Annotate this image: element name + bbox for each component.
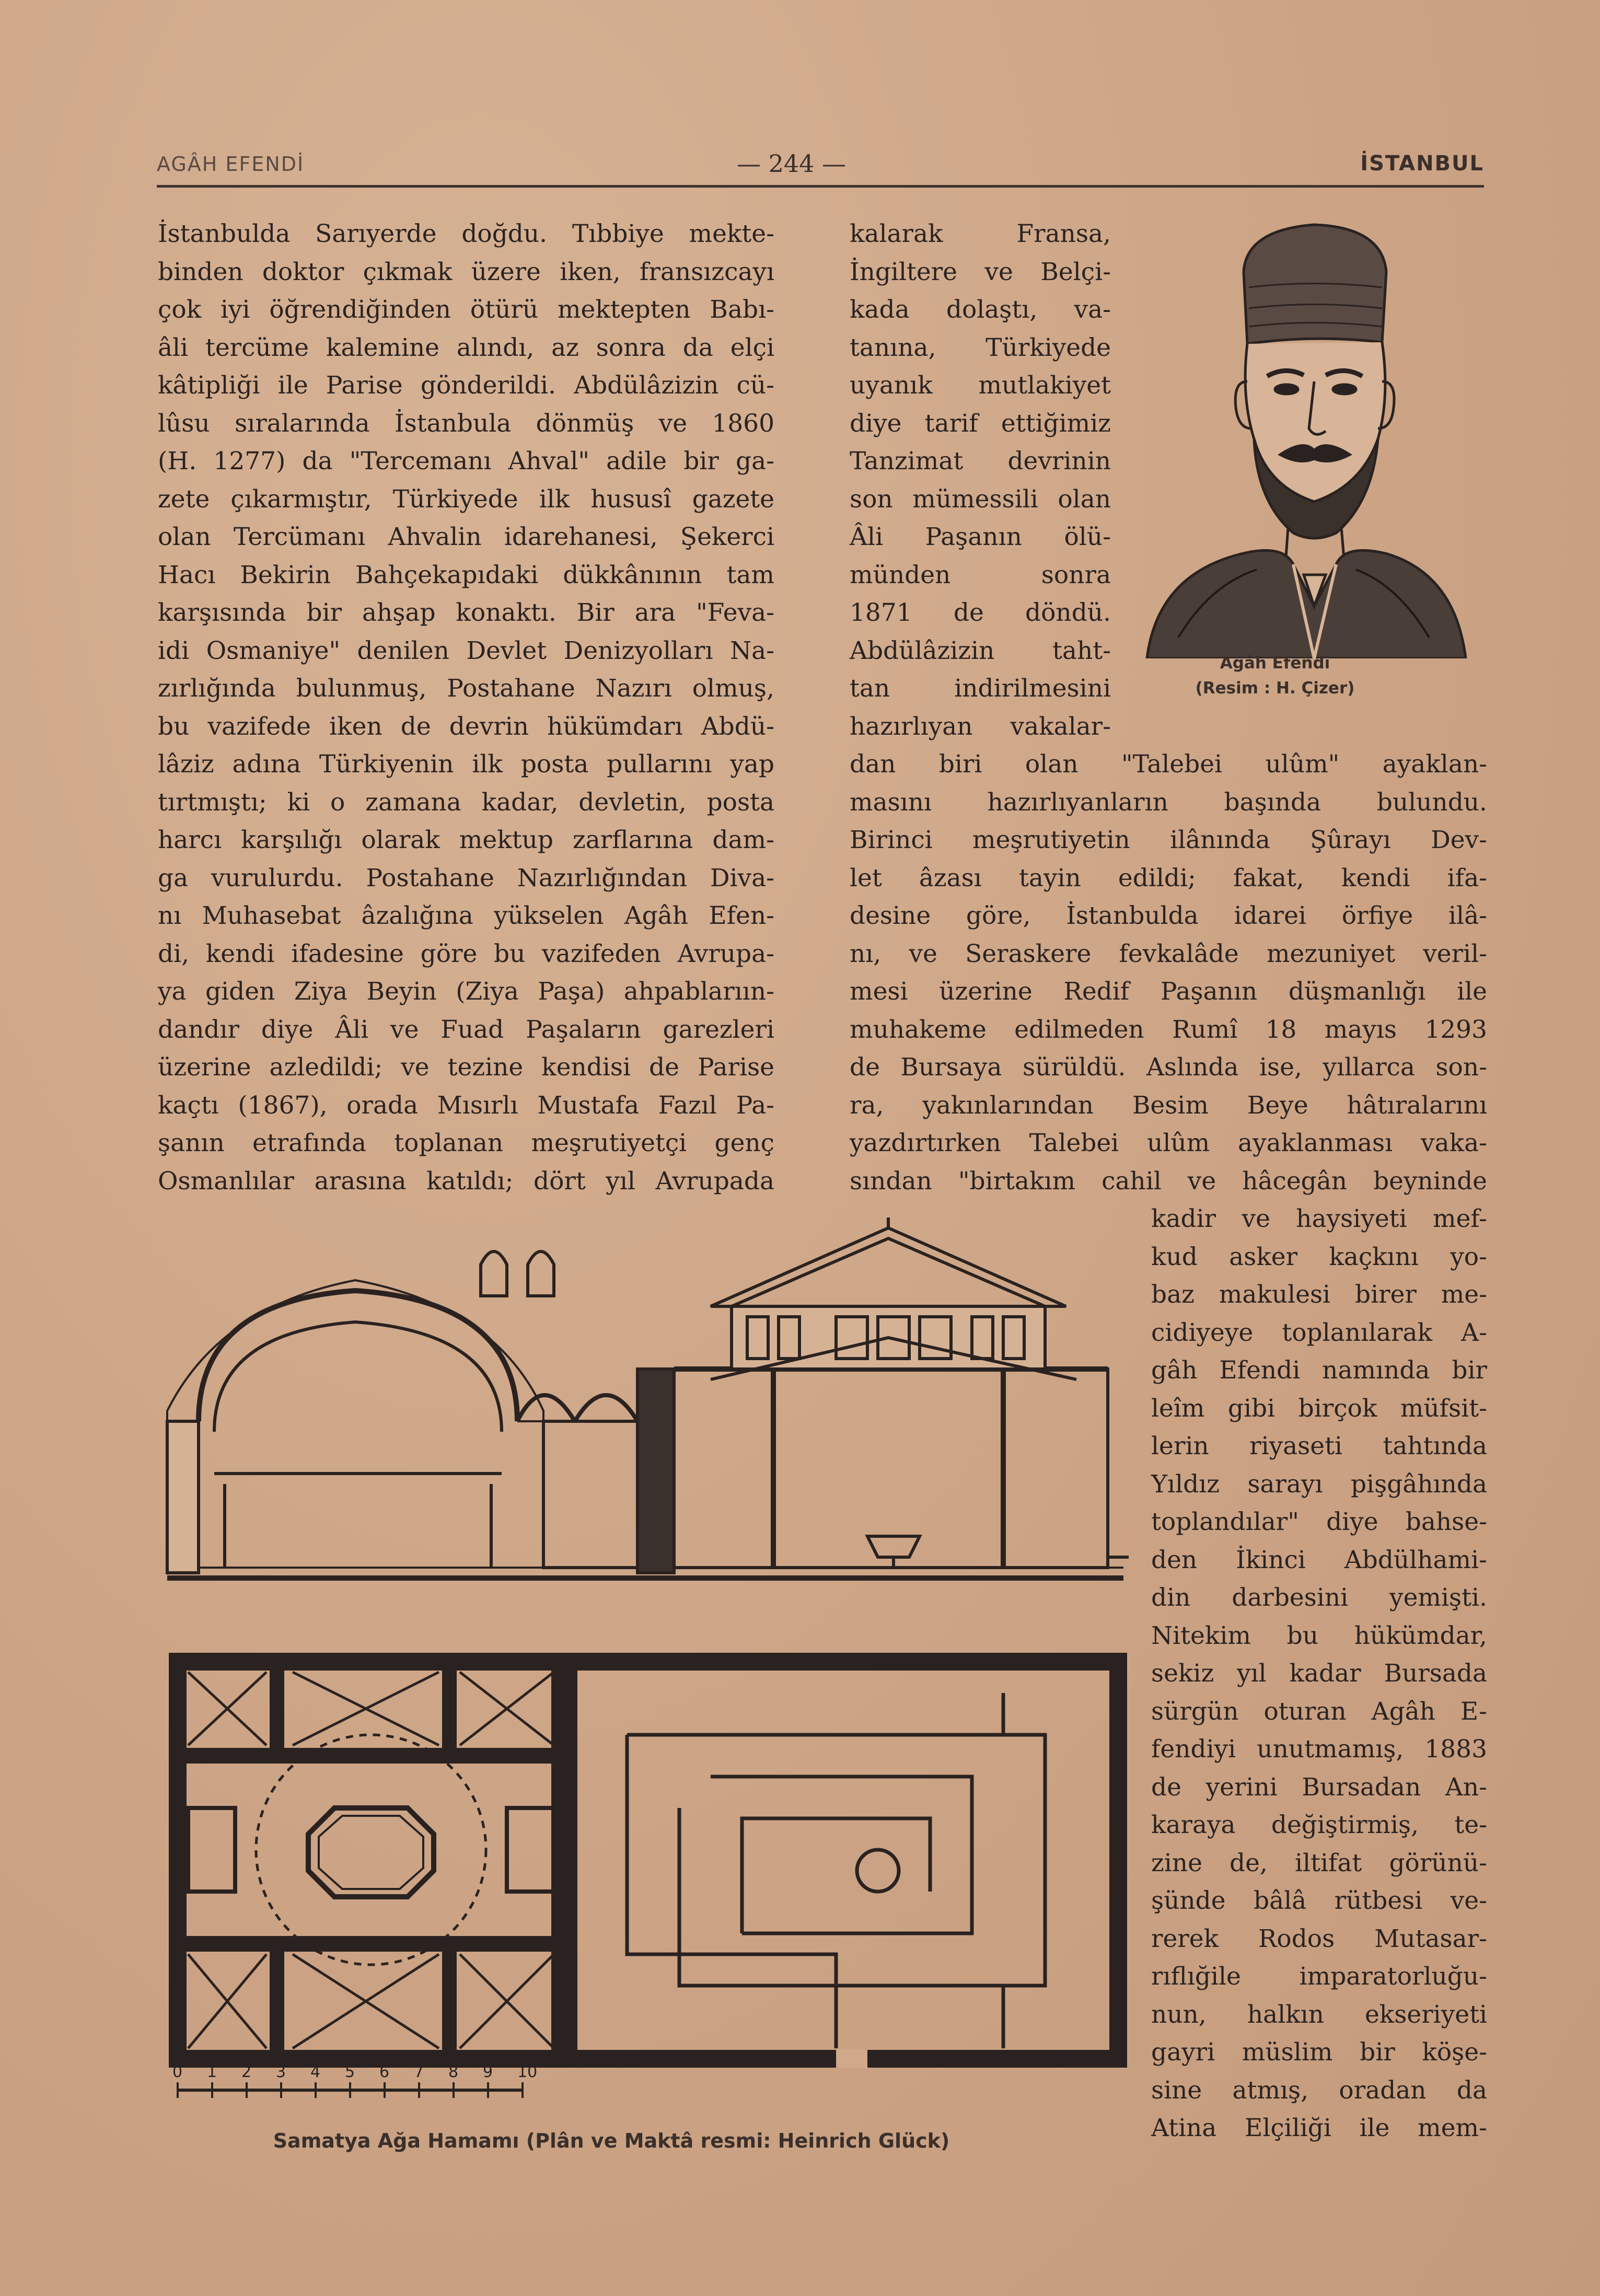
text-line: Osmanlılar arasına katıldı; dört yıl Avrupada — [158, 1166, 774, 1196]
scale-label: 2 — [241, 2063, 252, 2081]
text-line: 1871 de döndü. — [850, 598, 1111, 627]
scale-label: 3 — [276, 2063, 286, 2081]
text-line: nun, halkın ekseriyeti — [1151, 2000, 1487, 2029]
scale-label: 5 — [345, 2063, 355, 2081]
text-line: münden sonra — [850, 560, 1111, 589]
text-line: (H. 1277) da "Tercemanı Ahval" adile bir ga- — [158, 447, 774, 476]
scale-label: 8 — [448, 2063, 459, 2081]
text-line: Atina Elçiliği ile mem- — [1151, 2114, 1487, 2142]
bath-plan-drawing — [157, 1651, 1137, 2111]
text-line: İngiltere ve Belçi- — [850, 257, 1111, 286]
text-line: Abdülâzizin taht- — [850, 636, 1111, 665]
text-line: harcı karşılığı olarak mektup zarflarına dam- — [158, 826, 774, 854]
portrait-caption — [1129, 651, 1421, 701]
text-line: kaçtı (1867), orada Mısırlı Mustafa Fazıl Pa- — [158, 1091, 774, 1120]
text-line: binden doktor çıkmak üzere iken, fransızcayı — [158, 257, 774, 286]
text-line: baz makulesi birer me- — [1151, 1280, 1487, 1309]
text-line: masını hazırlıyanların başında bulundu. — [850, 787, 1487, 817]
text-line: den İkinci Abdülhami- — [1151, 1545, 1487, 1574]
header-left: AGÂH EFENDİ — [157, 153, 305, 176]
scale-label: 10 — [517, 2063, 538, 2081]
text-line: yazdırtırken Talebei ulûm ayaklanması vaka- — [850, 1129, 1487, 1157]
scale-label: 6 — [379, 2063, 390, 2081]
right-column-upper — [850, 215, 1111, 746]
text-line: zete çıkarmıştır, Türkiyede ilk hususî gazete — [158, 484, 774, 514]
text-line: cidiyeye toplanılarak A- — [1151, 1318, 1487, 1347]
text-line: İstanbulda Sarıyerde doğdu. Tıbbiye mekte- — [158, 219, 774, 248]
text-line: zırlığında bulunmuş, Postahane Nazırı olmuş, — [158, 674, 774, 703]
text-line: lûsu sıralarında İstanbula dönmüş ve 1860 — [158, 409, 774, 438]
portrait-illustration — [1137, 209, 1471, 658]
text-line: olan Tercümanı Ahvalin idarehanesi, Şekerci — [158, 523, 774, 551]
text-line: karaya değiştirmiş, te- — [1151, 1811, 1487, 1839]
portrait-caption-credit: (Resim : H. Çizer) — [1195, 679, 1355, 698]
text-line: gâh Efendi namında bir — [1151, 1356, 1487, 1385]
text-line: mesi üzerine Redif Paşanın düşmanlığı ile — [850, 977, 1487, 1006]
text-line: kud asker kaçkını yo- — [1151, 1242, 1487, 1271]
scale-label: 9 — [483, 2063, 493, 2081]
right-column-middle — [850, 746, 1487, 1200]
text-line: desine göre, İstanbulda idarei örfiye ilâ- — [850, 901, 1487, 930]
text-line: din darbesini yemişti. — [1151, 1583, 1487, 1612]
text-line: kada dolaştı, va- — [850, 295, 1111, 324]
text-line: üzerine azledildi; ve tezine kendisi de Parise — [158, 1053, 774, 1082]
text-line: hazırlıyan vakalar- — [850, 712, 1111, 741]
text-line: karşısında bir ahşap konaktı. Bir ara "Feva- — [158, 598, 774, 627]
text-line: diye tarif ettiğimiz — [850, 409, 1111, 438]
text-line: ya giden Ziya Beyin (Ziya Paşa) ahpablarıın- — [158, 977, 774, 1006]
text-line: kadir ve haysiyeti mef- — [1151, 1204, 1487, 1233]
text-line: zine de, iltifat görünü- — [1151, 1848, 1487, 1877]
text-line: fendiyi unutmamış, 1883 — [1151, 1735, 1487, 1764]
text-line: di, kendi ifadesine göre bu vazifeden Avrupa- — [158, 939, 774, 968]
text-line: toplandılar" diye bahse- — [1151, 1508, 1487, 1536]
text-line: dandır diye Âli ve Fuad Paşaların garezleri — [158, 1015, 774, 1044]
text-line: kalarak Fransa, — [850, 219, 1111, 248]
header-right: İSTANBUL — [1360, 152, 1484, 176]
text-line: çok iyi öğrendiğinden ötürü mektepten Babı- — [158, 295, 774, 324]
text-line: gayri müslim bir köşe- — [1151, 2038, 1487, 2067]
text-line: Tanzimat devrinin — [850, 447, 1111, 476]
scale-label: 4 — [310, 2063, 321, 2081]
text-line: tanına, Türkiyede — [850, 333, 1111, 362]
text-line: sine atmış, oradan da — [1151, 2075, 1487, 2105]
text-line: uyanık mutlakiyet — [850, 371, 1111, 400]
text-line: leîm gibi birçok müfsit- — [1151, 1394, 1487, 1423]
text-line: son mümessili olan — [850, 484, 1111, 514]
running-header — [157, 147, 1484, 184]
text-line: muhakeme edilmeden Rumî 18 mayıs 1293 — [850, 1015, 1487, 1044]
text-line: dan biri olan "Talebei ulûm" ayaklan- — [850, 750, 1487, 779]
text-line: bu vazifede iken de devrin hükümdarı Abdü- — [158, 712, 774, 741]
text-line: sından "birtakım cahil ve hâcegân beyninde — [850, 1166, 1487, 1196]
bath-section-drawing — [157, 1212, 1137, 1594]
page-number: — 244 — — [737, 149, 847, 178]
text-line: tan indirilmesini — [850, 674, 1111, 703]
text-line: Hacı Bekirin Bahçekapıdaki dükkânının tam — [158, 560, 774, 589]
text-line: lâziz adına Türkiyenin ilk posta pullarını yap — [158, 750, 774, 779]
scale-label: 0 — [172, 2063, 183, 2081]
text-line: tırtmıştı; ki o zamana kadar, devletin, posta — [158, 787, 774, 817]
text-line: şünde bâlâ rütbesi ve- — [1151, 1886, 1487, 1915]
text-line: rıflığile imparatorluğu- — [1151, 1962, 1487, 1991]
text-line: şanın etrafında toplanan meşrutiyetçi genç — [158, 1129, 774, 1157]
plan-caption: Samatya Ağa Hamamı (Plân ve Maktâ resmi: Heinrich Glück) — [273, 2129, 950, 2152]
text-line: de yerini Bursadan An- — [1151, 1772, 1487, 1802]
header-rule — [157, 185, 1484, 188]
text-line: kâtipliği ile Parise gönderildi. Abdülâzizin cü- — [158, 371, 774, 400]
text-line: âli tercüme kalemine alındı, az sonra da elçi — [158, 333, 774, 362]
text-line: ra, yakınlarından Besim Beye hâtıralarını — [850, 1091, 1487, 1120]
text-line: Nitekim bu hükümdar, — [1151, 1621, 1487, 1650]
left-column — [158, 215, 774, 1200]
text-line: nı Muhasebat âzalığına yükselen Agâh Efen- — [158, 901, 774, 930]
text-line: nı, ve Seraskere fevkalâde mezuniyet veril- — [850, 939, 1487, 968]
scale-label: 7 — [414, 2063, 424, 2081]
right-column-lower — [1151, 1200, 1487, 2148]
portrait-caption-name: Agâh Efendi — [1220, 654, 1330, 672]
text-line: lerin riyaseti tahtında — [1151, 1432, 1487, 1460]
scale-label: 1 — [207, 2063, 217, 2081]
text-line: Yıldız sarayı pişgâhında — [1151, 1469, 1487, 1499]
text-line: rerek Rodos Mutasar- — [1151, 1924, 1487, 1953]
text-line: let âzası tayin edildi; fakat, kendi ifa- — [850, 863, 1487, 892]
text-line: sürgün oturan Agâh E- — [1151, 1697, 1487, 1726]
text-line: idi Osmaniye" denilen Devlet Denizyolları Na- — [158, 636, 774, 665]
text-line: ga vurulurdu. Postahane Nazırlığından Diva- — [158, 863, 774, 892]
text-line: Âli Paşanın ölü- — [850, 523, 1111, 551]
text-line: Birinci meşrutiyetin ilânında Şûrayı Dev- — [850, 826, 1487, 854]
text-line: sekiz yıl kadar Bursada — [1151, 1659, 1487, 1688]
text-line: de Bursaya sürüldü. Aslında ise, yıllarca son- — [850, 1053, 1487, 1082]
